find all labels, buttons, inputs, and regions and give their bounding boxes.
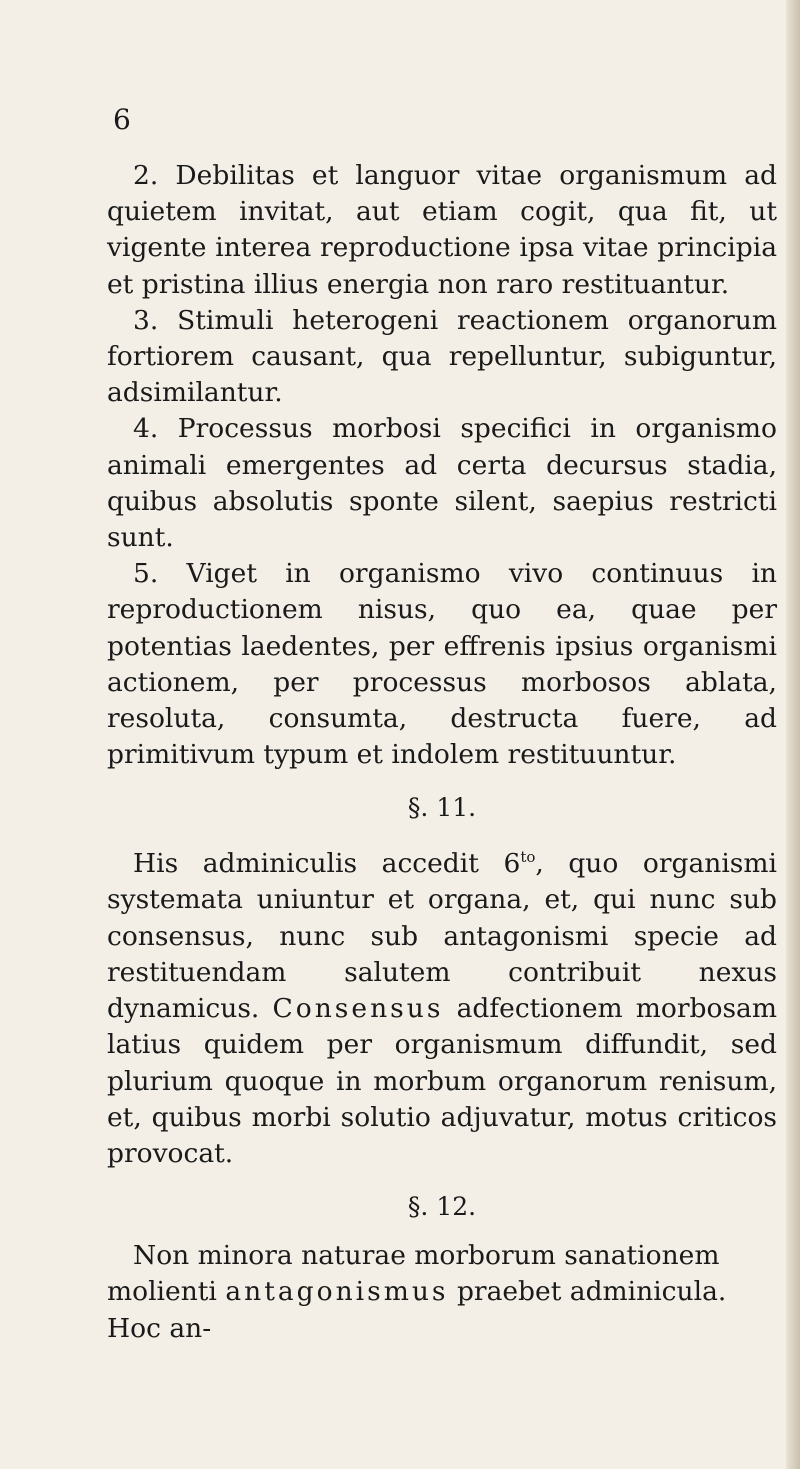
section-11-superscript: to [520,848,536,867]
page-number: 6 [113,103,131,136]
paragraph-3: 3. Stimuli heterogeni reactionem organorum fortiorem causant, qua repelluntur, subiguntur, adsimilantur. [107,304,777,409]
section-11-paragraph [107,839,777,1172]
section-11-heading: §. 11. [407,793,477,823]
section-12-text-1: Non minora naturae morborum sanationem molienti [107,1240,720,1308]
page-body [107,158,777,1347]
section-12-heading: §. 12. [407,1192,477,1222]
paragraph-4: 4. Processus morbosi specifici in organismo animali emergentes ad certa decursus stadia, quibus absolutis sponte silent, saepius restricti sunt. [107,413,777,554]
section-12-text-2: praebet adminicula. Hoc an- [107,1276,727,1344]
paragraph-2: 2. Debilitas et languor vitae organismum ad quietem invitat, aut etiam cogit, qua fit, ut vigente interea reproductione ipsa vitae principia et pristina illius energia non raro restituantur. [107,160,777,300]
page-edge [786,0,800,1469]
section-12-paragraph [107,1238,777,1347]
paragraph-5: 5. Viget in organismo vivo continuus in reproductionem nisus, quo ea, quae per potentias laedentes, per effrenis ipsius organismi actionem, per processus morbosos ablata, resoluta, consumta, destructa fuere, ad primitivum typum et indolem restituuntur. [107,558,777,771]
section-12-spaced-word: antagonismus [225,1276,449,1308]
section-11-text-1: His adminiculis accedit 6 [133,848,521,880]
section-11-text-3: adfectionem morbosam latius quidem per organismum diffundit, sed plurium quoque in morbum organorum renisum, et, quibus morbi solutio adjuvatur, motus criticos provocat. [107,993,777,1169]
section-11-text-2: , quo organismi systemata uniuntur et organa, et, qui nunc sub consensus, nunc sub antagonismi specie ad restituendam salutem contribuit nexus dynamicus. [107,848,778,1025]
section-11-spaced-word: Consensus [272,993,444,1025]
